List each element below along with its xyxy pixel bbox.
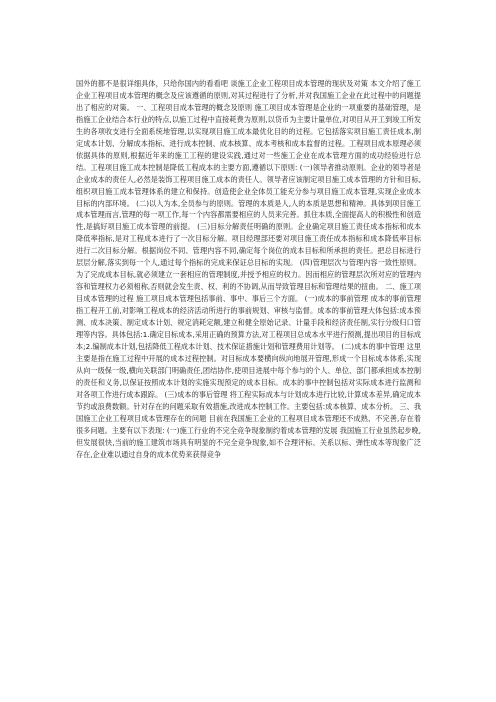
document-page <box>76 78 421 678</box>
body-paragraph: 国外的都不是很详细具体，只给你国内的看看吧 谈施工企业工程项目成本管理的现状及对策 本文介绍了施工企业工程项目成本管理的概念及应该遵循的原则,对其过程进行了分析,并对我国施工企业在此过程中的问题提出了相应的对策。 一、工程项目成本管理的概念及原则 施工项目成本管理是企业的一项重要的基础管理，是指施工企业结合本行业的特点,以施工过程中直接耗费为原则,以货币为主要计量单位,对项目从开工到竣工所发生的各项收支进行全面系统地管理,以实现项目施工成本最优化目的的过程。它包括落实项目施工责任成本,制定成本计划、分解成本指标、进行成本控制、成本核算、成本考核和成本监督的过程。工程项目成本原理必须依据具体的原则,根据近年来的施工工程的建设实践,通过对一些施工企业在成本管理方面的成功经验进行总结。工程项目施工成本控制是降低工程成本的主要方面,遵循以下原则: (一)领导者推动原则。企业的领导者是企业成本的责任人,必然是装饰工程项目施工成本的责任人。领导者应该制定项目施工成本管理的方针和目标,组织项目施工成本管理体系的建立和保持。创造使企业全体员工能充分参与项目施工成本管理,实现企业成本目标的内部环境。 (二)以人为本,全员参与的原则。管理的本质是人,人的本质是思想和精神。具体到项目施工成本管理而言,管理的每一项工作,每一个内容都需要相应的人员来完善。抓住本质,全面提高人的积极性和创造性,是搞好项目施工成本管理的前提。 (三)目标分解责任明确的原则。企业确定项目施工责任成本指标和成本降低率指标,是对工程成本进行了一次目标分解。项目经理部还要对项目施工责任成本指标和成本降低率目标进行二次目标分解。根据岗位不同、管理内容不同,确定每个岗位的成本目标和所承担的责任。把总目标进行层层分解,落实到每一个人,通过每个指标的完成来保证总目标的实现。 (四)管理层次与管理内容一致性原则。为了完成成本目标,就必须建立一套相应的管理制度,并授予相应的权力。因而相应的管理层次所对应的管理内容和管理权力必须相称,否则就会发生责、权、利的不协调,从而导致管理目标和管理结果的扭曲。 二、施工项目成本管理的过程 施工项目成本管理包括事前、事中、事后三个方面。 (一)成本的事前管理 成本的事前管理指工程开工前,对影响工程成本的经济活动所进行的事前规划、审核与监督。成本的事前管理大体包括:成本预测、成本决策、制定成本计划、规定消耗定额,建立和健全原始记录、计量手段和经济责任制,实行分级归口管理等内容。具体包括:1.确定目标成本,采用正确的预算方法,对工程项目总成本水平进行预测,提出项目的目标成本;2.编制成本计划,包括降低工程成本计划、技术保证措施计划和管理费用计划等。 (二)成本的事中管理 这里主要是指在施工过程中开展的成本过程控制。对目标成本要横向纵向地展开管理,形成一个目标成本体系,实现从向一级保一级,横向关联部门明确责任,团结协作,使项目进展中每个参与的个人、单位、部门都承担成本控制的责任和义务,以保证按照成本计划的实施实现预定的成本目标。成本的事中控制包括对实际成本进行监测和对各项工作进行成本跟踪。 (三)成本的事后管理 将工程实际成本与计划成本进行比较,计算成本差异,确定成本节约或浪费数额。针对存在的问题采取有效措施,改进成本控制工作。主要包括:成本核算、成本分析。 三、我国施工企业工程项目成本管理存在的问题 目前在我国施工企业的工程项目成本管理还不成熟、不完善,存在着很多问题。主要有以下表现: (一)施工行业的不完全竞争现象制约着成本管理的发展 我国施工行业虽然起步晚,但发展很快,当前的施工建筑市场具有明显的不完全竞争现象,如不合理评标、关系以标、弹性成本等现象广泛存在,企业难以通过自身的成本优势来获得竞争 <box>76 79 421 459</box>
